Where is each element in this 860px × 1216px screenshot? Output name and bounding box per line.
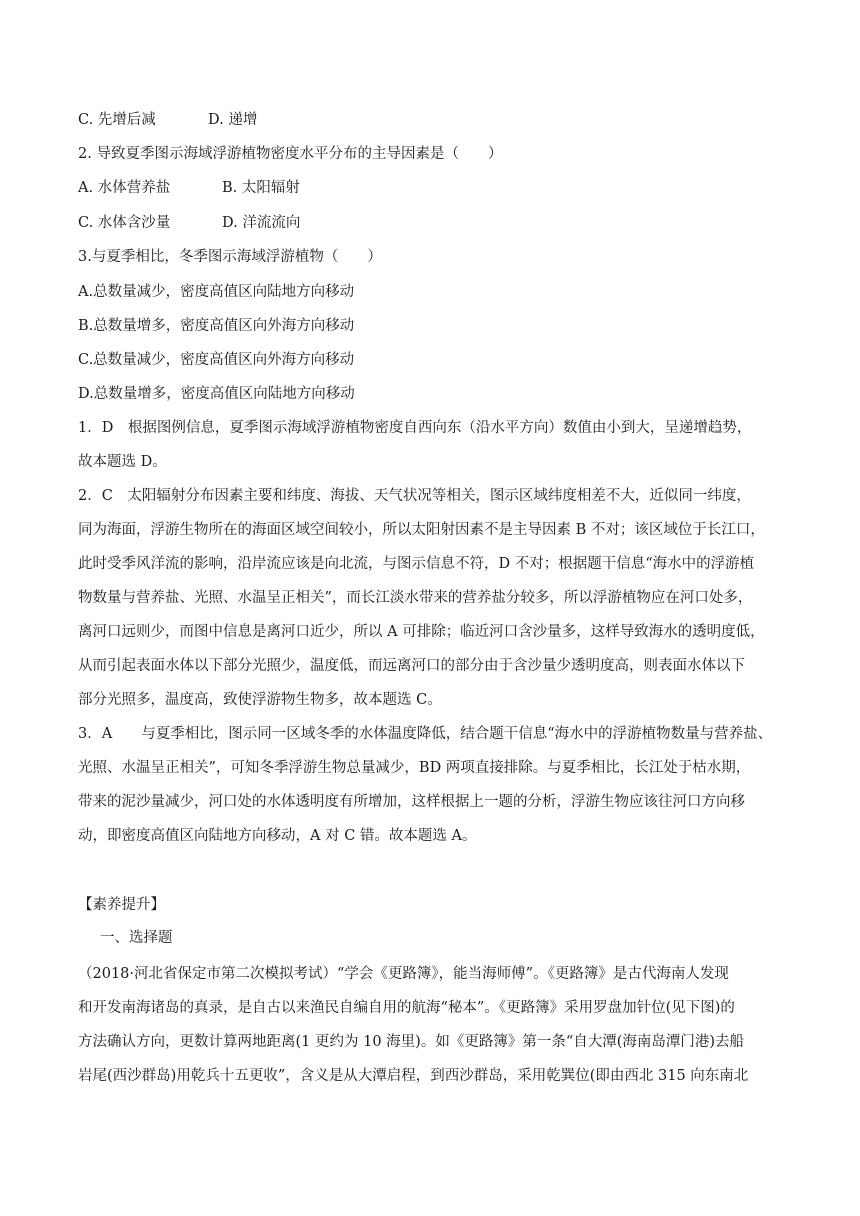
answer-2-line: 同为海面，浮游生物所在的海面区域空间较小，所以太阳射因素不是主导因素 B 不对；该区域位于长江口， xyxy=(78,522,765,538)
intro-line: （2018·河北省保定市第二次模拟考试）“学会《更路簿》，能当海师傅”。《更路簿》是古代海南人发现 xyxy=(78,966,729,982)
q1-option-d: D. 递增 xyxy=(208,112,258,128)
q2-option-d: D. 洋流流向 xyxy=(222,215,301,231)
q3-stem: 3.与夏季相比，冬季图示海域浮游植物（ ） xyxy=(78,249,382,265)
answer-2-line: 从而引起表面水体以下部分光照少，温度低，而远离河口的部分由于含沙量少透明度高，则表面水体以下 xyxy=(78,658,745,674)
q2-stem: 2. 导致夏季图示海域浮游植物密度水平分布的主导因素是（ ） xyxy=(78,146,503,162)
q3-option-c: C.总数量减少，密度高值区向外海方向移动 xyxy=(78,352,355,368)
q2-options-row-2 xyxy=(78,213,790,233)
section-heading: 【素养提升】 xyxy=(78,897,165,913)
answer-2-line: 2．C 太阳辐射分布因素主要和纬度、海拔、天气状况等相关，图示区域纬度相差不大，近似同一纬度， xyxy=(78,488,751,504)
intro-line: 岩尾(西沙群岛)用乾兵十五更收”，含义是从大潭启程，到西沙群岛，采用乾巽位(即由西北 315 向东南北 xyxy=(78,1068,749,1084)
q1-option-c: C. 先增后减 xyxy=(78,112,156,128)
q3-option-b: B.总数量增多，密度高值区向外海方向移动 xyxy=(78,318,355,334)
q1-options-row xyxy=(78,110,790,130)
answer-2-line: 此时受季风洋流的影响，沿岸流应该是向北流，与图示信息不符，D 不对；根据题干信息“海水中的浮游植 xyxy=(78,556,755,572)
answer-3-line: 带来的泥沙量减少，河口处的水体透明度有所增加，这样根据上一题的分析，浮游生物应该往河口方向移 xyxy=(78,794,745,810)
answer-1-line: 故本题选 D。 xyxy=(78,454,167,470)
q3-option-a: A.总数量减少，密度高值区向陆地方向移动 xyxy=(78,284,355,300)
q2-option-b: B. 太阳辐射 xyxy=(222,180,300,196)
answer-1-line: 1．D 根据图例信息，夏季图示海域浮游植物密度自西向东（沿水平方向）数值由小到大，呈递增趋势， xyxy=(78,420,752,436)
q3-option-d: D.总数量增多，密度高值区向陆地方向移动 xyxy=(78,386,355,402)
q2-option-c: C. 水体含沙量 xyxy=(78,215,171,231)
answer-2-line: 离河口远则少，而图中信息是离河口近少，所以 A 可排除；临近河口含沙量多，这样导致海水的透明度低， xyxy=(78,624,765,640)
intro-line: 和开发南海诸岛的真录，是自古以来渔民自编自用的航海“秘本”。《更路簿》采用罗盘加针位(见下图)的 xyxy=(78,1000,735,1016)
answer-3-line: 光照、水温呈正相关”，可知冬季浮游生物总量减少，BD 两项直接排除。与夏季相比，长江处于枯水期， xyxy=(78,760,751,776)
section-subheading: 一、选择题 xyxy=(100,930,173,946)
answer-2-line: 部分光照多，温度高，致使浮游物生物多，故本题选 C。 xyxy=(78,692,442,708)
q2-option-a: A. 水体营养盐 xyxy=(78,180,171,196)
q2-options-row-1 xyxy=(78,178,790,198)
intro-line: 方法确认方向，更数计算两地距离(1 更约为 10 海里)。如《更路簿》第一条“自大潭(海南岛潭门港)去船 xyxy=(78,1034,745,1050)
answer-3-line: 3．A 与夏季相比，图示同一区域冬季的水体温度降低，结合题干信息“海水中的浮游植物数量与营养盐、 xyxy=(78,726,773,742)
answer-3-line: 动，即密度高值区向陆地方向移动，A 对 C 错。故本题选 A。 xyxy=(78,828,477,844)
answer-2-line: 物数量与营养盐、光照、水温呈正相关”，而长江淡水带来的营养盐分较多，所以浮游植物应在河口处多， xyxy=(78,590,753,606)
